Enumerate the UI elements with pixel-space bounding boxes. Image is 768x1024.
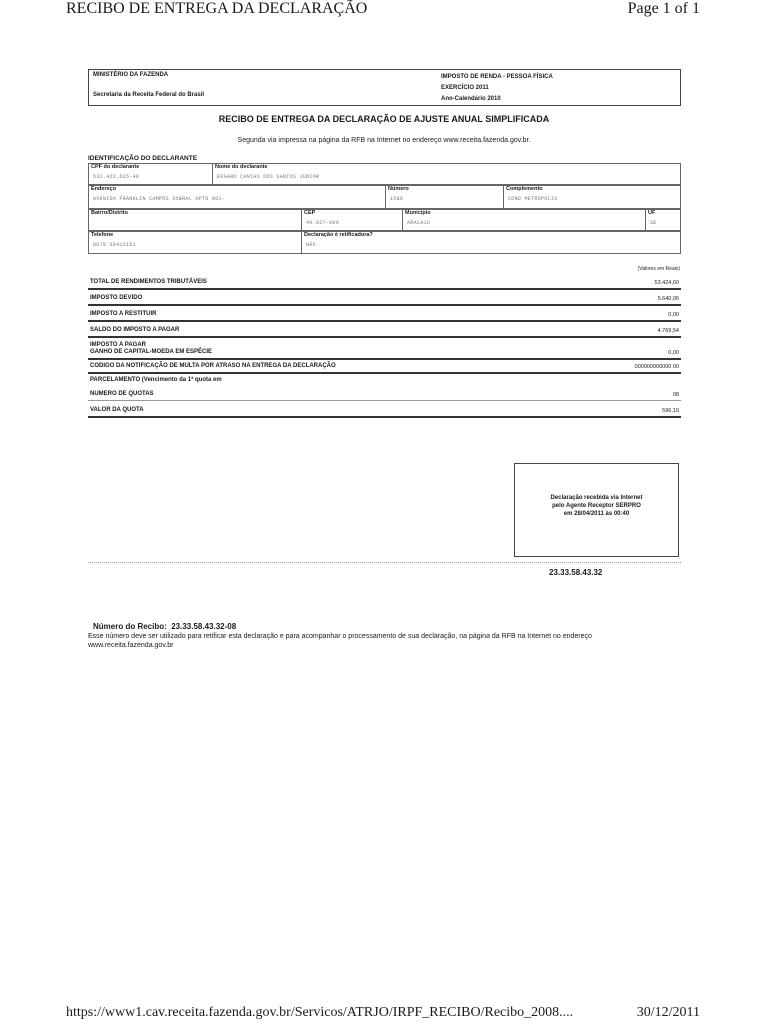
cep-value: 49.027-000 xyxy=(306,220,340,226)
summary-row xyxy=(88,373,681,401)
rectifier-cell xyxy=(301,231,681,254)
city-cell xyxy=(402,209,646,231)
number-label: Número xyxy=(388,186,409,192)
summary-label: CODIGO DA NOTIFICAÇÃO DE MULTA POR ATRASO NA ENTREGA DA DECLARAÇÃO xyxy=(90,363,336,369)
phone-label: Telefone xyxy=(91,232,114,238)
receipt-note: Esse número deve ser utilizado para retificar esta declaração e para acompanhar o processamento de sua declaração, na página da RFB na Internet no endereço www.receita.fazenda.gov.br xyxy=(88,633,592,649)
summary-value: 000000000000 00 xyxy=(634,364,679,370)
summary-value: 596,19 xyxy=(662,408,679,414)
secretariat-name: Secretaria da Receita Federal do Brasil xyxy=(93,92,205,98)
district-label: Bairro/Distrito xyxy=(91,210,128,216)
complement-cell xyxy=(503,185,681,209)
city-label: Município xyxy=(405,210,431,216)
receipt-line: pelo Agente Receptor SERPRO xyxy=(552,503,641,509)
summary-value: 5.640,06 xyxy=(657,296,679,302)
summary-label: IMPOSTO DEVIDO xyxy=(90,295,143,301)
summary-row xyxy=(88,401,681,418)
cep-cell xyxy=(301,209,403,231)
exercise-year: EXERCÍCIO 2011 xyxy=(441,85,489,91)
rectifier-value: NÃO xyxy=(306,242,316,248)
complement-label: Complemento xyxy=(506,186,543,192)
summary-row xyxy=(88,359,681,374)
district-cell xyxy=(88,209,302,231)
browser-footer-date: 30/12/2011 xyxy=(636,1005,700,1020)
page-subtitle: Segunda via impressa na página da RFB na Internet no endereço www.receita.fazenda.gov.br. xyxy=(237,137,531,144)
city-value: ARACAJU xyxy=(407,220,431,226)
summary-label: SALDO DO IMPOSTO A PAGAR xyxy=(90,327,180,333)
receipt-line: em 28/04/2011 às 00:40 xyxy=(563,511,630,517)
browser-header-title: RECIBO DE ENTREGA DA DECLARAÇÃO xyxy=(66,0,368,17)
tax-name: IMPOSTO DE RENDA - PESSOA FÍSICA xyxy=(441,74,553,80)
summary-label: IMPOSTO A PAGAR GANHO DE CAPITAL-MOEDA EM ESPÉCIE xyxy=(90,342,213,355)
summary-label: VALOR DA QUOTA xyxy=(90,407,144,413)
identification-title: IDENTIFICAÇÃO DO DECLARANTE xyxy=(88,155,198,162)
summary-row xyxy=(88,305,681,322)
ministry-name: MINISTÉRIO DA FAZENDA xyxy=(93,72,169,78)
receipt-number-label: Número do Recibo: xyxy=(93,622,167,631)
address-label: Endereço xyxy=(91,186,117,192)
uf-value: SE xyxy=(650,220,657,226)
summary-row xyxy=(88,289,681,306)
summary-row xyxy=(88,321,681,338)
receipt-line: Declaração recebida via Internet xyxy=(550,495,643,501)
receipt-code: 23.33.58.43.32 xyxy=(549,568,603,577)
complement-value: COND METROPOLIS xyxy=(508,196,558,202)
divider xyxy=(88,562,681,563)
summary-value: 0,00 xyxy=(668,350,679,356)
summary-label: PARCELAMENTO (Vencimento da 1ª quota em NUMERO DE QUOTAS xyxy=(90,377,222,397)
page-title: RECIBO DE ENTREGA DA DECLARAÇÃO DE AJUSTE ANUAL SIMPLIFICADA xyxy=(218,114,550,124)
cep-label: CEP xyxy=(304,210,316,216)
phone-value: 0079 30412151 xyxy=(93,242,136,248)
rectifier-label: Declaração é retificadora? xyxy=(304,232,373,238)
name-label: Nome do declarante xyxy=(215,164,268,170)
name-cell xyxy=(212,163,681,185)
address-value: AVENIDA FRANKLIN CAMPOS SOBRAL APTO 801- xyxy=(93,196,226,202)
summary-row xyxy=(88,338,681,360)
phone-cell xyxy=(88,231,302,254)
header-box xyxy=(88,69,681,106)
receipt-stamp-box xyxy=(514,463,679,557)
summary-label: IMPOSTO A RESTITUIR xyxy=(90,311,157,317)
name-value: EDGARD CANTAS DOS SANTOS JUNIOR xyxy=(217,174,320,180)
unit-note: (Valores em Reais) xyxy=(637,266,680,272)
cpf-label: CPF do declarante xyxy=(91,164,140,170)
receipt-number-line xyxy=(93,622,236,631)
uf-cell xyxy=(645,209,681,231)
cpf-cell xyxy=(88,163,213,185)
summary-value: 08 xyxy=(672,392,679,398)
summary-value: 53.424,60 xyxy=(654,280,679,286)
number-value: 1580 xyxy=(390,196,404,202)
calendar-year: Ano-Calendário 2010 xyxy=(441,96,501,102)
number-cell xyxy=(385,185,504,209)
browser-footer-url[interactable]: https://www1.cav.receita.fazenda.gov.br/Servicos/ATRJO/IRPF_RECIBO/Recibo_2008.... xyxy=(66,1005,574,1020)
receipt-number-value: 23.33.58.43.32-08 xyxy=(171,622,237,631)
summary-row xyxy=(88,275,681,290)
summary-label: TOTAL DE RENDIMENTOS TRIBUTÁVEIS xyxy=(90,279,207,285)
cpf-value: 532.422.625-49 xyxy=(93,174,140,180)
browser-page-indicator: Page 1 of 1 xyxy=(627,0,700,17)
address-cell xyxy=(88,185,386,209)
summary-value: 4.769,54 xyxy=(657,328,679,334)
summary-value: 0,00 xyxy=(668,312,679,318)
uf-label: UF xyxy=(648,210,656,216)
